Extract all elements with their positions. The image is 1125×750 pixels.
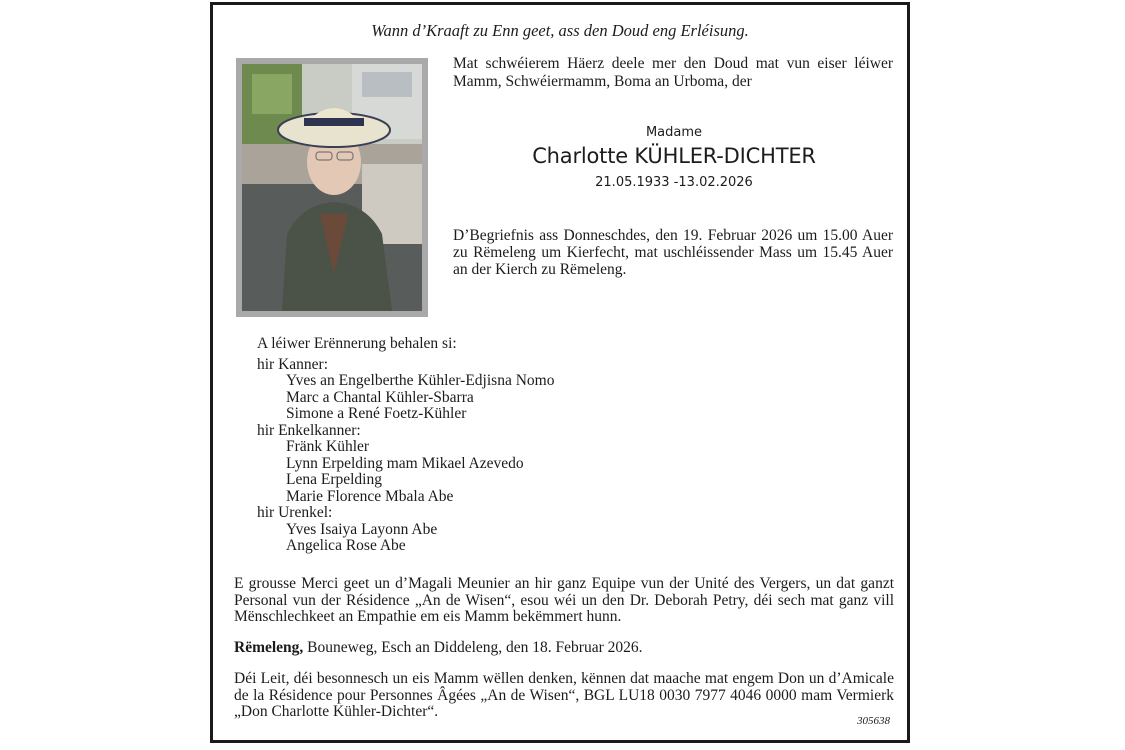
family-heading: A léiwer Erënnerung behalen si:	[257, 335, 457, 352]
family-group-label: hir Urenkel:	[257, 504, 333, 521]
deceased-dates: 21.05.1933 -13.02.2026	[595, 175, 753, 190]
portrait-photo	[236, 58, 428, 317]
funeral-text: D’Begriefnis ass Donneschdes, den 19. Februar 2026 um 15.00 Auer zu Rëmeleng um Kierfecht, mat uschléissender Mass um 15.45 Auer an der Kierch zu Rëmeleng.	[453, 227, 893, 278]
intro-text: Mat schwéierem Häerz deele mer den Doud mat vun eiser léiwer Mamm, Schwéiermamm, Boma an Urboma, der	[453, 55, 893, 90]
family-group-label: hir Enkelkanner:	[257, 421, 361, 439]
deceased-title: Madame	[645, 125, 703, 140]
family-member: Marc a Chantal Kühler-Sbarra	[286, 388, 474, 406]
reference-number: 305638	[857, 715, 890, 727]
death-notice	[210, 2, 910, 743]
donation-text: Déi Leit, déi besonnesch un eis Mamm wëllen denken, kënnen dat maache mat engem Don un d’Amicale de la Résidence pour Personnes Âgées „An de Wisen“, BGL LU18 0030 7977 4046 0000 mam Vermierk „Don Charlotte Kühler-Dichter“.	[234, 670, 894, 720]
family-member: Yves Isaiya Layonn Abe	[286, 520, 438, 538]
place-name: Rëmeleng,	[234, 639, 304, 656]
deceased-name: Charlotte KÜHLER-DICHTER	[532, 144, 816, 168]
family-member: Angelica Rose Abe	[286, 537, 406, 554]
deceased-block	[449, 125, 899, 190]
family-member: Lena Erpelding	[286, 471, 382, 488]
family-member: Simone a René Foetz-Kühler	[286, 405, 467, 422]
family-member: Lynn Erpelding mam Mikael Azevedo	[286, 454, 524, 472]
place-date-line	[234, 639, 643, 657]
thanks-text: E grousse Merci geet un d’Magali Meunier an hir ganz Equipe vun der Unité des Vergers, un dat ganzt Personal vun der Résidence „An de Wisen“, esou wéi un den Dr. Deborah Petry, déi sech mat ganz vill Mënschlechkeet an Empathie em eis Mamm bekëmmert hunn.	[234, 575, 894, 625]
family-member: Yves an Engelberthe Kühler-Edjisna Nomo	[286, 372, 555, 389]
place-rest: Bouneweg, Esch an Diddeleng, den 18. Februar 2026.	[303, 639, 643, 656]
family-member: Marie Florence Mbala Abe	[286, 487, 454, 505]
family-list	[257, 336, 554, 555]
family-group-label: hir Kanner:	[257, 355, 329, 373]
motto: Wann d’Kraaft zu Enn geet, ass den Doud eng Erléisung.	[371, 21, 749, 40]
portrait-image	[242, 64, 422, 311]
family-member: Fränk Kühler	[286, 438, 370, 455]
